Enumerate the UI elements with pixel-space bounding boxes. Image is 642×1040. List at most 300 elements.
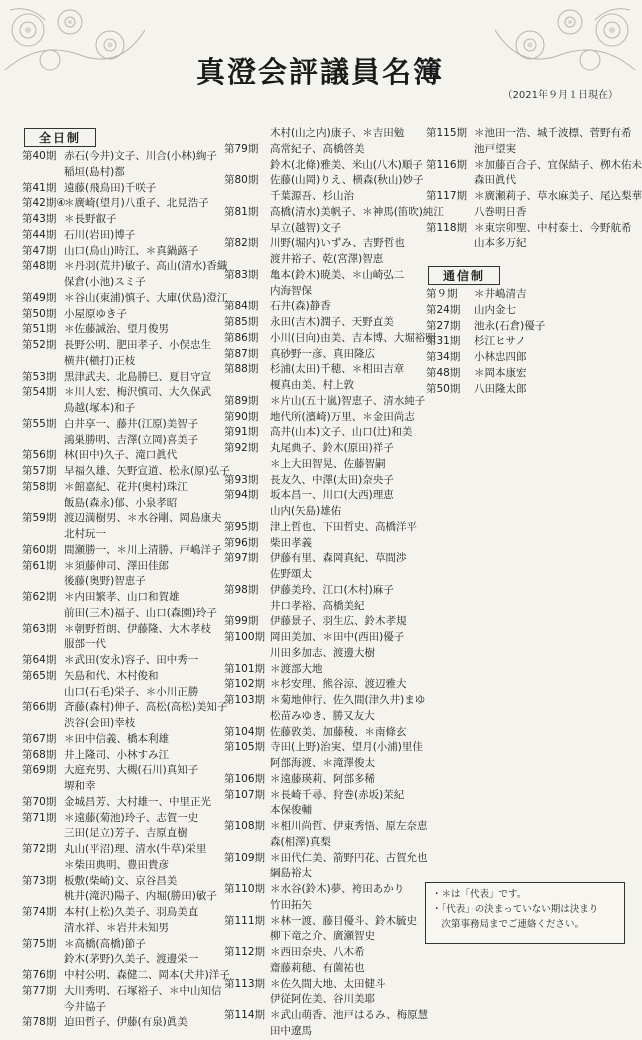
member-row xyxy=(22,322,222,338)
member-names: 津上哲也、下田哲史、高橋洋平 xyxy=(270,520,417,533)
term-label xyxy=(22,921,64,937)
member-names: 寺田(上野)治実、望月(小浦)里佳 xyxy=(270,741,423,754)
member-row xyxy=(22,732,222,748)
member-names: 齋藤莉穂、有薗祐也 xyxy=(270,961,365,974)
member-row xyxy=(224,252,426,268)
member-list-correspondence xyxy=(426,287,626,397)
member-row xyxy=(22,511,222,527)
term-label: 第112期 xyxy=(224,946,266,958)
page-title: 真澄会評議員名簿 xyxy=(195,55,444,89)
member-row xyxy=(224,520,426,536)
member-names: ＊柴田典明、豊田貴彦 xyxy=(64,858,169,871)
member-row xyxy=(22,590,222,606)
member-names: 池戸望実 xyxy=(474,142,516,155)
member-row xyxy=(224,315,426,331)
member-names: ＊佐久間大地、太田健斗 xyxy=(270,977,386,990)
member-row xyxy=(22,149,222,165)
note-line: ・＊は「代表」です。 xyxy=(432,889,527,900)
member-row xyxy=(224,441,426,457)
member-row xyxy=(224,725,426,741)
term-label xyxy=(22,637,64,653)
term-label: 第48期 xyxy=(426,366,461,379)
member-names: 金城昌芳、大村雄一、中里正光 xyxy=(64,795,211,808)
member-names: 板敷(柴崎)文、京谷昌美 xyxy=(64,874,178,887)
term-label: 第91期 xyxy=(224,426,259,439)
term-label: 第51期 xyxy=(22,323,57,336)
term-label: 第76期 xyxy=(22,969,57,981)
member-names: 鈴木(北條)雅美、米山(八木)順子 xyxy=(270,158,423,171)
member-row xyxy=(224,851,426,867)
term-label: 第65期 xyxy=(22,669,57,682)
member-names: 鳥越(塚本)和子 xyxy=(64,402,136,414)
term-label: 第53期 xyxy=(22,370,57,383)
member-row xyxy=(22,874,222,890)
term-label xyxy=(224,158,270,174)
member-names: 坂本昌一、川口(大西)理恵 xyxy=(270,489,394,502)
term-label: 第118期 xyxy=(426,221,468,234)
member-names: 丸山(平沼)理、清水(牛草)栄里 xyxy=(64,843,207,855)
term-label xyxy=(224,709,270,725)
term-label: 第68期 xyxy=(22,748,57,761)
member-row xyxy=(22,905,222,921)
member-row xyxy=(22,842,222,858)
member-list-3 xyxy=(426,126,642,252)
member-names: 三田(足立)芳子、吉原直樹 xyxy=(64,827,188,840)
term-label: 第56期 xyxy=(22,449,57,462)
member-row xyxy=(224,866,426,882)
member-names: 横井(槇打)正枝 xyxy=(64,354,136,367)
member-names: 榎真由美、村上敦 xyxy=(270,379,354,391)
member-names: 早福久雄、矢野宣道、松永(原)弘子 xyxy=(64,465,230,477)
term-label: 第114期 xyxy=(224,1009,266,1021)
member-row xyxy=(22,448,222,464)
member-row xyxy=(426,334,626,350)
term-label: 第107期 xyxy=(224,788,266,801)
term-label xyxy=(224,866,270,882)
term-label: 第81期 xyxy=(224,205,259,218)
term-label: 第83期 xyxy=(224,268,259,281)
member-names: 大川秀明、石塚裕子、＊中山知信 xyxy=(64,984,222,997)
member-names: 真砂野一彦、真田隆広 xyxy=(270,347,375,360)
member-row xyxy=(224,284,426,300)
term-label: 第55期 xyxy=(22,417,57,430)
member-row xyxy=(22,196,222,212)
member-row xyxy=(22,826,222,842)
member-row xyxy=(224,221,426,237)
member-names: 山内金七 xyxy=(474,303,516,316)
term-label: 第111期 xyxy=(224,914,266,927)
term-label: 第109期 xyxy=(224,851,266,864)
term-label xyxy=(224,221,270,237)
term-label: 第34期 xyxy=(426,351,461,363)
term-label xyxy=(22,685,64,701)
term-label: 第116期 xyxy=(426,158,468,171)
member-names: 早立(越智)文子 xyxy=(270,221,342,234)
member-names: ＊渡部大地 xyxy=(270,662,323,675)
member-names: 長友久、中澤(太田)奈央子 xyxy=(270,473,394,486)
member-row xyxy=(426,319,626,335)
term-label xyxy=(224,378,270,394)
term-label: 第42期④ xyxy=(22,197,66,210)
member-row xyxy=(22,559,222,575)
member-names: 石川(岩田)博子 xyxy=(64,228,136,241)
member-names: 亀本(鈴木)暁美、＊山崎弘二 xyxy=(270,268,405,281)
term-label: 第98期 xyxy=(224,583,259,596)
member-names: ＊東宗卯聖、中村泰士、今野航希 xyxy=(474,221,632,234)
member-names: 石井(森)静香 xyxy=(270,300,331,313)
member-list-1 xyxy=(22,149,230,1031)
member-names: 長野公明、肥田孝子、小俣忠生 xyxy=(64,339,211,351)
member-names: 高常紀子、高橋啓美 xyxy=(270,142,365,155)
term-label: 第40期 xyxy=(22,150,57,162)
member-names: ＊長野叡子 xyxy=(64,213,117,225)
member-row xyxy=(426,236,626,252)
term-label: 第59期 xyxy=(22,512,57,525)
term-label xyxy=(22,889,64,905)
term-label: 第108期 xyxy=(224,820,266,832)
member-row xyxy=(224,803,426,819)
term-label xyxy=(22,606,64,622)
member-names: 竹田拓矢 xyxy=(270,898,312,911)
member-row xyxy=(224,536,426,552)
term-label xyxy=(224,457,270,473)
member-row xyxy=(224,945,426,961)
member-row xyxy=(224,693,426,709)
member-row xyxy=(224,646,426,662)
member-row xyxy=(22,984,222,1000)
term-label: 第84期 xyxy=(224,300,259,313)
member-row xyxy=(22,165,222,181)
term-label xyxy=(224,835,270,851)
term-label: 第113期 xyxy=(224,977,266,990)
term-label xyxy=(426,236,474,252)
term-label: 第72期 xyxy=(22,843,57,855)
member-names: ＊館嘉紀、花井(奥村)珠江 xyxy=(64,480,188,493)
member-names: 伊藤美玲、江口(木村)麻子 xyxy=(270,583,394,596)
member-row xyxy=(224,394,426,410)
term-label: 第73期 xyxy=(22,874,57,887)
member-row xyxy=(22,527,222,543)
term-label: 第94期 xyxy=(224,489,259,502)
member-row xyxy=(22,212,222,228)
member-names: 地代所(濱崎)万里、＊金田尚志 xyxy=(270,410,415,423)
member-names: 松苗みゆき、勝又友大 xyxy=(270,709,375,722)
member-names: 森田眞代 xyxy=(474,174,516,187)
member-names: ＊岡本康宏 xyxy=(474,366,527,379)
member-names: ＊武山萌香、池戸はるみ、梅原慧 xyxy=(270,1009,429,1021)
member-names: ＊林一渡、藤目優斗、鈴木毓史 xyxy=(270,914,417,927)
member-names: 渡井裕子、乾(宮澤)智恵 xyxy=(270,253,384,265)
member-names: ＊上大田智晃、佐藤智嗣 xyxy=(270,457,386,470)
member-row xyxy=(22,606,222,622)
term-label: 第75期 xyxy=(22,937,57,950)
member-row xyxy=(426,382,626,398)
member-row xyxy=(22,700,228,716)
member-row xyxy=(224,205,444,221)
member-names: 林(田中)久子、滝口眞代 xyxy=(64,449,178,462)
member-names: 柳下竜之介、廣瀬智史 xyxy=(270,930,375,943)
term-label: 第95期 xyxy=(224,520,259,533)
term-label xyxy=(224,252,270,268)
member-row xyxy=(224,158,426,174)
note-line: 次第事務局までご連絡ください。 xyxy=(432,919,585,930)
term-label xyxy=(224,646,270,662)
member-row xyxy=(22,543,222,559)
member-row xyxy=(224,1008,429,1024)
member-row xyxy=(426,205,626,221)
member-names: 高橋(清水)美帆子、＊神馬(笛吹)純江 xyxy=(270,205,444,218)
member-names: 渡辺満樹男、＊水谷剛、岡島康夫 xyxy=(64,512,222,525)
member-names: ＊須藤伸司、澤田佳郎 xyxy=(64,559,169,572)
column-3 xyxy=(426,126,642,397)
member-names: 保倉(小池)スミ子 xyxy=(64,276,146,288)
member-row xyxy=(224,189,426,205)
member-row xyxy=(224,567,426,583)
member-names: 森(相澤)真梨 xyxy=(270,835,331,848)
member-row xyxy=(22,622,222,638)
member-row xyxy=(224,173,426,189)
member-names: 大庭充男、大槻(石川)真知子 xyxy=(64,764,199,777)
member-row xyxy=(224,788,426,804)
member-names: 本村(上松)久美子、羽鳥美直 xyxy=(64,906,199,918)
member-names: 伊藤景子、羽生広、鈴木孝規 xyxy=(270,615,407,628)
member-row xyxy=(22,921,222,937)
member-names: ＊丹羽(荒井)敏子、高山(清水)香織 xyxy=(64,260,228,273)
member-row xyxy=(426,303,626,319)
term-label: 第105期 xyxy=(224,741,266,754)
member-names: 岡田美加、＊田中(西田)優子 xyxy=(270,631,405,643)
term-label xyxy=(224,929,270,945)
member-row xyxy=(426,287,626,303)
member-row xyxy=(224,772,426,788)
term-label: 第52期 xyxy=(22,339,57,351)
member-names: 山口(鳥山)時江、＊真鍋蕗子 xyxy=(64,244,199,257)
member-row xyxy=(224,331,436,347)
member-row xyxy=(224,457,426,473)
note-line: ・「代表」の決まっていない期は決まり xyxy=(432,904,599,915)
term-label: 第89期 xyxy=(224,394,259,407)
member-names: 千葉源吾、杉山治 xyxy=(270,190,354,202)
member-names: 遠藤(飛鳥田)千咲子 xyxy=(64,181,157,194)
member-names: 鈴木(茅野)久美子、渡邊栄一 xyxy=(64,953,199,966)
member-names: 小川(日向)由美、吉本博、大堀裕明 xyxy=(270,331,436,344)
term-label: 第61期 xyxy=(22,559,57,572)
member-row xyxy=(22,795,222,811)
term-label xyxy=(22,1000,64,1016)
term-label: 第62期 xyxy=(22,591,57,603)
term-label: 第43期 xyxy=(22,213,57,225)
member-row xyxy=(224,882,426,898)
member-names: ＊田代仁美、箭野円花、古賀允也 xyxy=(270,851,428,864)
term-label: 第117期 xyxy=(426,190,468,202)
member-row xyxy=(22,417,222,433)
member-names: ＊高橋(高橋)節子 xyxy=(64,937,146,950)
member-row xyxy=(22,763,222,779)
member-names: 清水祥、＊岩井未知男 xyxy=(64,921,169,934)
term-label xyxy=(22,354,64,370)
member-names: ＊廣瀬莉子、草水麻美子、尾込梨華 xyxy=(474,190,642,202)
term-label xyxy=(224,992,270,1008)
member-row xyxy=(22,181,222,197)
member-names: 柴田孝義 xyxy=(270,536,312,549)
term-label: 第71期 xyxy=(22,811,57,824)
member-names: ＊内田繁孝、山口和賀雄 xyxy=(64,591,180,603)
member-row xyxy=(224,378,426,394)
term-label xyxy=(224,898,270,914)
term-label: 第60期 xyxy=(22,543,57,556)
member-names: ＊武田(安永)容子、田中秀一 xyxy=(64,654,199,666)
term-label: 第103期 xyxy=(224,694,266,706)
term-label xyxy=(22,165,64,181)
term-label: 第57期 xyxy=(22,465,57,477)
section-correspondence-header: 通信制 xyxy=(428,266,500,285)
member-row xyxy=(426,350,626,366)
term-label: 第88期 xyxy=(224,363,259,376)
member-names: ＊谷山(東浦)慎子、大庫(伏島)澄江 xyxy=(64,291,228,304)
member-names: ＊廣崎(望月)八重子、北見浩子 xyxy=(64,197,209,210)
term-label: 第86期 xyxy=(224,331,259,344)
member-row xyxy=(22,401,222,417)
member-names: 川野(堀内)いずみ、吉野哲也 xyxy=(270,237,405,250)
term-label xyxy=(426,205,474,221)
term-label xyxy=(22,716,64,732)
member-names: 杉浦(太田)千穂、＊相田吉章 xyxy=(270,363,405,376)
term-label: 第78期 xyxy=(22,1016,57,1029)
term-label: 第97期 xyxy=(224,552,259,565)
member-row xyxy=(22,480,222,496)
member-names: 矢島和代、木村俊和 xyxy=(64,669,159,682)
member-row xyxy=(224,709,426,725)
member-row xyxy=(22,244,222,260)
column-1 xyxy=(22,126,230,1031)
member-names: ＊井嶋清吉 xyxy=(474,288,527,300)
member-names: 永田(吉木)潤子、天野直美 xyxy=(270,316,394,328)
member-row xyxy=(22,858,222,874)
member-names: ＊佐藤誠治、望月俊男 xyxy=(64,323,169,336)
member-row xyxy=(22,685,222,701)
term-label: 第80期 xyxy=(224,174,259,187)
member-row xyxy=(224,977,426,993)
term-label xyxy=(22,527,64,543)
term-label: 第24期 xyxy=(426,303,461,316)
term-label xyxy=(22,275,64,291)
member-row xyxy=(224,740,426,756)
member-row xyxy=(22,228,222,244)
term-label: 第115期 xyxy=(426,127,468,139)
member-row xyxy=(22,748,222,764)
member-names: ＊西田奈央、八木希 xyxy=(270,946,365,958)
term-label: 第31期 xyxy=(426,335,461,348)
member-names: ＊杉安理、熊谷涼、渡辺雅大 xyxy=(270,678,407,691)
member-names: 高井(山本)文子、山口(辻)和美 xyxy=(270,426,413,439)
member-names: 斉藤(森村)伸子、高松(高松)美知子 xyxy=(64,701,228,714)
term-label xyxy=(22,826,64,842)
term-label: 第54期 xyxy=(22,386,57,399)
member-row xyxy=(22,1000,222,1016)
term-label: 第110期 xyxy=(224,883,266,895)
term-label: 第50期 xyxy=(426,382,461,395)
member-names: ＊相川尚哲、伊東秀悟、原左奈恵 xyxy=(270,820,428,832)
term-label xyxy=(426,142,474,158)
member-names: 井上隆司、小林すみ江 xyxy=(64,748,169,761)
member-names: 池永(石倉)優子 xyxy=(474,319,546,332)
term-label: 第41期 xyxy=(22,181,57,194)
member-row xyxy=(22,464,230,480)
member-names: 田中遼馬 xyxy=(270,1024,312,1037)
member-row xyxy=(224,630,426,646)
member-row xyxy=(224,756,426,772)
as-of-date: （2021年９月１日現在） xyxy=(502,90,618,101)
member-row xyxy=(224,961,426,977)
member-row xyxy=(426,142,626,158)
term-label: 第96期 xyxy=(224,536,259,549)
member-row xyxy=(22,291,228,307)
member-names: 丸尾典子、鈴木(原田)祥子 xyxy=(270,442,394,454)
member-names: 井口孝裕、高橋美紀 xyxy=(270,599,365,612)
member-row xyxy=(22,496,222,512)
member-names: 木村(山之内)康子、＊吉田勉 xyxy=(270,127,405,139)
term-label xyxy=(224,961,270,977)
term-label: 第49期 xyxy=(22,291,57,304)
term-label xyxy=(22,779,64,795)
term-label: 第74期 xyxy=(22,906,57,918)
term-label: 第64期 xyxy=(22,654,57,666)
member-names: 鴻巣勝明、吉澤(立岡)喜美子 xyxy=(64,433,199,446)
member-row xyxy=(224,347,426,363)
member-row xyxy=(22,889,222,905)
member-names: 服部一代 xyxy=(64,638,106,651)
term-label xyxy=(22,952,64,968)
term-label: 第104期 xyxy=(224,725,266,738)
member-names: 綱島裕太 xyxy=(270,867,312,880)
term-label xyxy=(224,284,270,300)
member-row xyxy=(426,189,642,205)
term-label: 第79期 xyxy=(224,142,259,155)
term-label xyxy=(224,504,270,520)
note-box xyxy=(425,882,625,944)
term-label xyxy=(22,401,64,417)
member-row xyxy=(224,142,426,158)
member-names: 本保俊輔 xyxy=(270,804,312,817)
member-names: 川田多加志、渡邊大樹 xyxy=(270,646,375,659)
member-row xyxy=(224,819,426,835)
member-names: 八巻明日香 xyxy=(474,205,527,218)
member-names: ＊田中信義、橋本利雄 xyxy=(64,732,169,745)
member-row xyxy=(22,1015,222,1031)
member-row xyxy=(22,937,222,953)
member-names: 堺和幸 xyxy=(64,780,96,792)
term-label: 第100期 xyxy=(224,631,266,643)
member-row xyxy=(22,370,222,386)
member-row xyxy=(224,410,426,426)
member-names: 黒津武夫、北島勝巳、夏目守宣 xyxy=(64,370,211,383)
term-label: 第47期 xyxy=(22,244,57,257)
member-names: 佐藤(山岡)りえ、横森(秋山)妙子 xyxy=(270,174,424,187)
term-label xyxy=(22,433,64,449)
term-label xyxy=(224,756,270,772)
member-names: 山口(石毛)栄子、＊小川正勝 xyxy=(64,685,199,698)
member-names: 小林忠四郎 xyxy=(474,351,527,363)
member-names: ＊朝野哲朗、伊藤隆、大木孝枝 xyxy=(64,622,211,635)
member-row xyxy=(224,504,426,520)
term-label xyxy=(224,126,270,142)
member-row xyxy=(224,488,426,504)
member-row xyxy=(22,669,222,685)
member-row xyxy=(224,992,426,1008)
member-row xyxy=(22,385,222,401)
member-names: 白井享一、藤井(江原)美智子 xyxy=(64,417,199,430)
member-names: ＊加藤百合子、宜保結子、栁木佑未 xyxy=(474,158,642,171)
